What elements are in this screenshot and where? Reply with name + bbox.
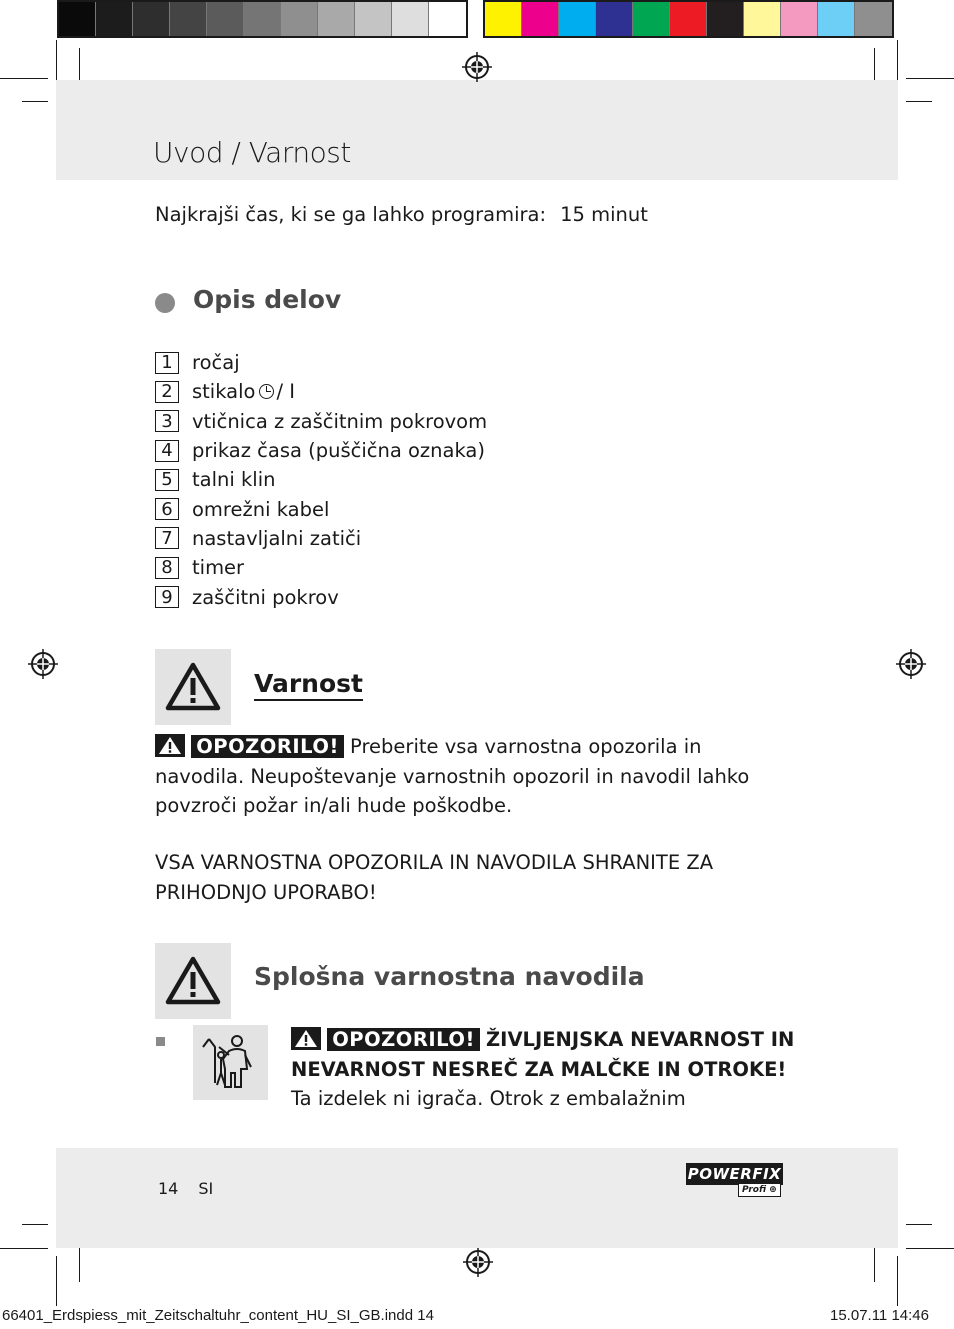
file-slug: 66401_Erdspiess_mit_Zeitschaltuhr_content_HU_SI_GB.indd 14: [2, 1307, 434, 1324]
part-label: zaščitni pokrov: [192, 585, 339, 609]
crop-mark: [897, 1256, 898, 1306]
safety-heading-text: Varnost: [254, 669, 363, 698]
registration-mark-icon: [28, 649, 58, 679]
part-label: timer: [192, 556, 245, 580]
part-item: [155, 407, 487, 436]
part-number: 3: [155, 410, 179, 432]
color-bar: [483, 0, 894, 38]
child-safety-icon: [193, 1025, 268, 1100]
crop-mark: [56, 1256, 57, 1306]
part-number: 9: [155, 586, 179, 608]
part-label: stikalo: [192, 380, 256, 404]
color-swatch: [318, 2, 355, 36]
part-number: 4: [155, 440, 179, 462]
color-swatch: [355, 2, 392, 36]
crop-mark: [22, 101, 48, 102]
warning-text: Preberite vsa varnostna opozorila in navodila.: [155, 735, 702, 788]
crop-mark: [906, 1248, 954, 1249]
warning-badge: OPOZORILO!: [327, 1028, 480, 1051]
part-suffix: / I: [276, 380, 296, 404]
color-swatch: [392, 2, 429, 36]
part-item: [155, 582, 487, 611]
color-swatch: [281, 2, 318, 36]
color-swatch: [429, 2, 466, 36]
crop-mark: [906, 1224, 932, 1225]
color-swatch: [96, 2, 133, 36]
warning-triangle-icon: [155, 734, 185, 757]
danger-bold-text: ŽIVLJENJSKA NEVARNOST IN NEVARNOST NESREČ ZA MALČKE IN OTROKE!: [291, 1028, 795, 1081]
warning-badge: OPOZORILO!: [191, 735, 344, 758]
general-warning: [291, 1025, 796, 1114]
warning-triangle-icon: [165, 956, 221, 1006]
part-number: 8: [155, 557, 179, 579]
color-swatch: [633, 2, 670, 36]
color-swatch: [670, 2, 707, 36]
warning-text-continued: Neupoštevanje varnostnih opozoril in navodil lahko povzroči požar in/ali hude poškodbe.: [155, 764, 750, 817]
page-title: Uvod / Varnost: [153, 136, 351, 169]
keep-notice: VSA VARNOSTNA OPOZORILA IN NAVODILA SHRANITE ZA PRIHODNJO UPORABO!: [155, 851, 714, 904]
color-swatch: [744, 2, 781, 36]
crop-mark: [906, 101, 932, 102]
page-number: 14: [158, 1179, 179, 1198]
part-item: [155, 436, 487, 465]
color-swatch: [596, 2, 633, 36]
spec-line: [155, 203, 648, 226]
grayscale-bar: [57, 0, 468, 38]
color-swatch: [707, 2, 744, 36]
warning-box: [155, 943, 231, 1019]
color-swatch: [133, 2, 170, 36]
clock-icon: [259, 384, 274, 399]
danger-text: Ta izdelek ni igrača. Otrok z embalažnim: [291, 1087, 686, 1110]
part-number: 6: [155, 498, 179, 520]
spec-value: 15 minut: [560, 203, 648, 226]
part-number: 5: [155, 469, 179, 491]
logo-wordmark: POWERFIX: [687, 1165, 782, 1183]
parts-heading: Opis delov: [193, 285, 342, 314]
warning-triangle-icon: [165, 662, 221, 712]
part-number: 7: [155, 527, 179, 549]
registration-mark-icon: [463, 1247, 493, 1277]
logo-sub-text: Profi: [742, 1185, 767, 1195]
crop-mark: [22, 1224, 48, 1225]
part-label: nastavljalni zatiči: [192, 526, 362, 550]
color-swatch: [855, 2, 892, 36]
part-label: prikaz časa (puščična oznaka): [192, 439, 485, 463]
part-label: omrežni kabel: [192, 497, 330, 521]
color-swatch: [207, 2, 244, 36]
part-label: vtičnica z zaščitnim pokrovom: [192, 409, 488, 433]
color-swatch: [244, 2, 281, 36]
registration-mark-icon: [896, 649, 926, 679]
parts-list: [155, 348, 487, 612]
part-item: [155, 377, 487, 406]
part-item: [155, 465, 487, 494]
general-heading: Splošna varnostna navodila: [254, 962, 645, 991]
logo-sub: Profi ⊕: [738, 1183, 781, 1197]
color-swatch: [559, 2, 596, 36]
warning-triangle-icon: [291, 1027, 321, 1050]
color-swatch: [170, 2, 207, 36]
registration-mark-icon: [462, 52, 492, 82]
safety-warning: [155, 732, 795, 821]
section-bullet: [155, 293, 175, 313]
color-swatch: [59, 2, 96, 36]
language-code: SI: [198, 1179, 214, 1198]
file-timestamp: 15.07.11 14:46: [830, 1307, 929, 1324]
warning-box: [155, 649, 231, 725]
color-swatch: [485, 2, 522, 36]
part-item: [155, 494, 487, 523]
part-label: talni klin: [192, 468, 276, 492]
part-number: 2: [155, 381, 179, 403]
part-item: [155, 348, 487, 377]
safety-heading: [254, 669, 363, 701]
crop-mark: [906, 78, 954, 79]
crop-mark: [0, 1248, 48, 1249]
crop-mark: [0, 78, 48, 79]
page-footer: [158, 1179, 233, 1198]
color-swatch: [522, 2, 559, 36]
part-label: ročaj: [192, 351, 240, 375]
part-number: 1: [155, 352, 179, 374]
color-swatch: [781, 2, 818, 36]
part-item: [155, 553, 487, 582]
list-bullet: [156, 1037, 165, 1046]
part-item: [155, 524, 487, 553]
color-swatch: [818, 2, 855, 36]
powerfix-logo: [686, 1163, 798, 1195]
spec-label: Najkrajši čas, ki se ga lahko programira:: [155, 203, 547, 226]
